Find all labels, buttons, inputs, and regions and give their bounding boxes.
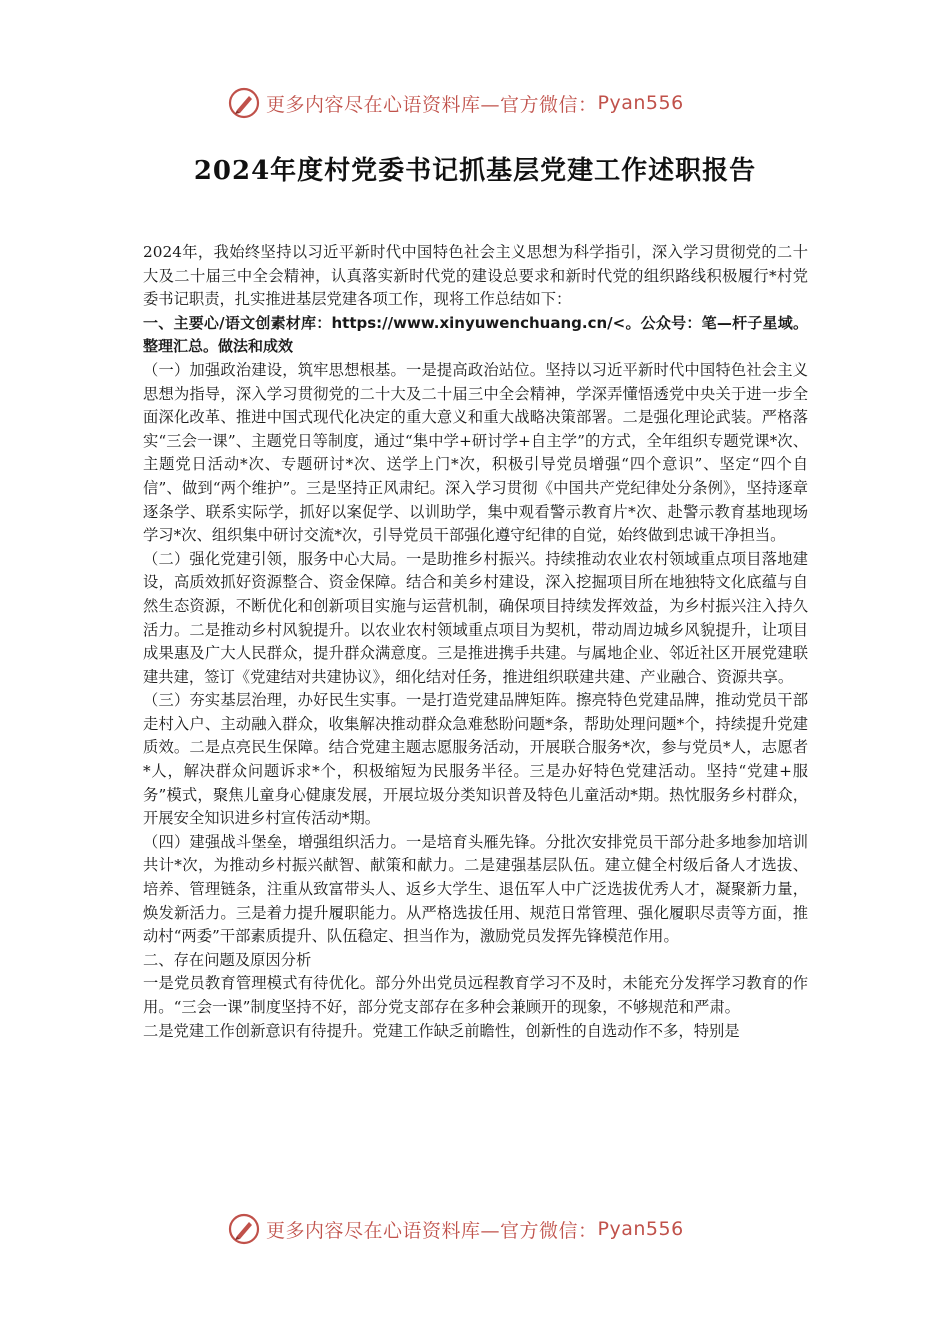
body-paragraph: （二）强化党建引领，服务中心大局。一是助推乡村振兴。持续推动农业农村领域重点项目落地建设，高质效抓好资源整合、资金保障。结合和美乡村建设，深入挖掘项目所在地独特文化底蕴与自然生态资源，不断优化和创新项目实施与运营机制，确保项目持续发挥效益，为乡村振兴注入持久活力。二是推动乡村风貌提升。以农业农村领域重点项目为契机，带动周边城乡风貌提升，让项目成果惠及广大人民群众，提升群众满意度。三是推进携手共建。与属地企业、邻近社区开展党建联建共建，签订《党建结对共建协议》，细化结对任务，推进组织联建共建、产业融合、资源共享。: [143, 549, 808, 686]
banner-text: 更多内容尽在心语资料库—官方微信：: [266, 1219, 598, 1242]
body-paragraph: （四）建强战斗堡垒，增强组织活力。一是培育头雁先锋。分批次安排党员干部分赴多地参加培训共计*次，为推动乡村振兴献智、献策和献力。二是建强基层队伍。建立健全村级后备人才选拔、培养、管理链条，注重从致富带头人、返乡大学生、退伍军人中广泛选拔优秀人才，凝聚新力量，焕发新活力。三是着力提升履职能力。从严格选拔任用、规范日常管理、强化履职尽责等方面，推动村“两委”干部素质提升、队伍稳定、担当作为，激励党员发挥先锋模范作用。: [143, 832, 808, 946]
pen-logo-icon: [228, 1213, 260, 1245]
body-paragraph: （一）加强政治建设，筑牢思想根基。一是提高政治站位。坚持以习近平新时代中国特色社会主义思想为指导，深入学习贯彻党的二十大及二十届三中全会精神，学深弄懂悟透党中央关于进一步全面深化改革、推进中国式现代化决定的重大意义和重大战略决策部署。二是强化理论武装。严格落实“三会一课”、主题党日等制度，通过“集中学+研讨学+自主学”的方式，全年组织专题党课*次、主题党日活动*次、专题研讨*次、送学上门*次，积极引导党员增强“四个意识”、坚定“四个自信”、做到“两个维护”。三是坚持正风肃纪。深入学习贯彻《中国共产党纪律处分条例》，坚持逐章逐条学、联系实际学，抓好以案促学、以训助学，集中观看警示教育片*次、赴警示教育基地现场学习*次、组织集中研讨交流*次，引导党员干部强化遵守纪律的自觉，始终做到忠诚干净担当。: [143, 360, 808, 545]
section-heading-1: 一、主要心/语文创素材库：https://www.xinyuwenchuang.cn/<。公众号：笔—杆子星域。整理汇总。做法和成效: [143, 313, 808, 356]
pen-logo-icon: [228, 87, 260, 119]
intro-paragraph: 2024年，我始终坚持以习近平新时代中国特色社会主义思想为科学指引，深入学习贯彻党的二十大及二十届三中全会精神，认真落实新时代党的建设总要求和新时代党的组织路线积极履行*村党委书记职责，扎实推进基层党建各项工作，现将工作总结如下：: [143, 243, 808, 309]
body-paragraph: （三）夯实基层治理，办好民生实事。一是打造党建品牌矩阵。擦亮特色党建品牌，推动党员干部走村入户、主动融入群众，收集解决推动群众急难愁盼问题*条，帮助处理问题*个，持续提升党建质效。二是点亮民生保障。结合党建主题志愿服务活动，开展联合服务*次，参与党员*人，志愿者*人，解决群众问题诉求*个，积极缩短为民服务半径。三是办好特色党建活动。坚持“党建+服务”模式，聚焦儿童身心健康发展，开展垃圾分类知识普及特色儿童活动*期。热忱服务乡村群众，开展安全知识进乡村宣传活动*期。: [143, 691, 808, 828]
banner-wechat-id: Pyan556: [597, 92, 684, 114]
header-watermark-banner: [228, 86, 748, 120]
document-body: [143, 241, 808, 1043]
banner-text: 更多内容尽在心语资料库—官方微信：: [266, 93, 598, 116]
section-heading-2: 二、存在问题及原因分析: [143, 950, 312, 969]
document-title: 2024年度村党委书记抓基层党建工作述职报告: [193, 156, 757, 186]
body-paragraph: 一是党员教育管理模式有待优化。部分外出党员远程教育学习不及时，未能充分发挥学习教育的作用。“三会一课”制度坚持不好，部分党支部存在多种会兼顾开的现象，不够规范和严肃。: [143, 974, 808, 1016]
footer-watermark-banner: [228, 1212, 748, 1246]
body-paragraph: 二是党建工作创新意识有待提升。党建工作缺乏前瞻性，创新性的自选动作不多，特别是: [143, 1021, 740, 1040]
banner-wechat-id: Pyan556: [597, 1218, 684, 1240]
